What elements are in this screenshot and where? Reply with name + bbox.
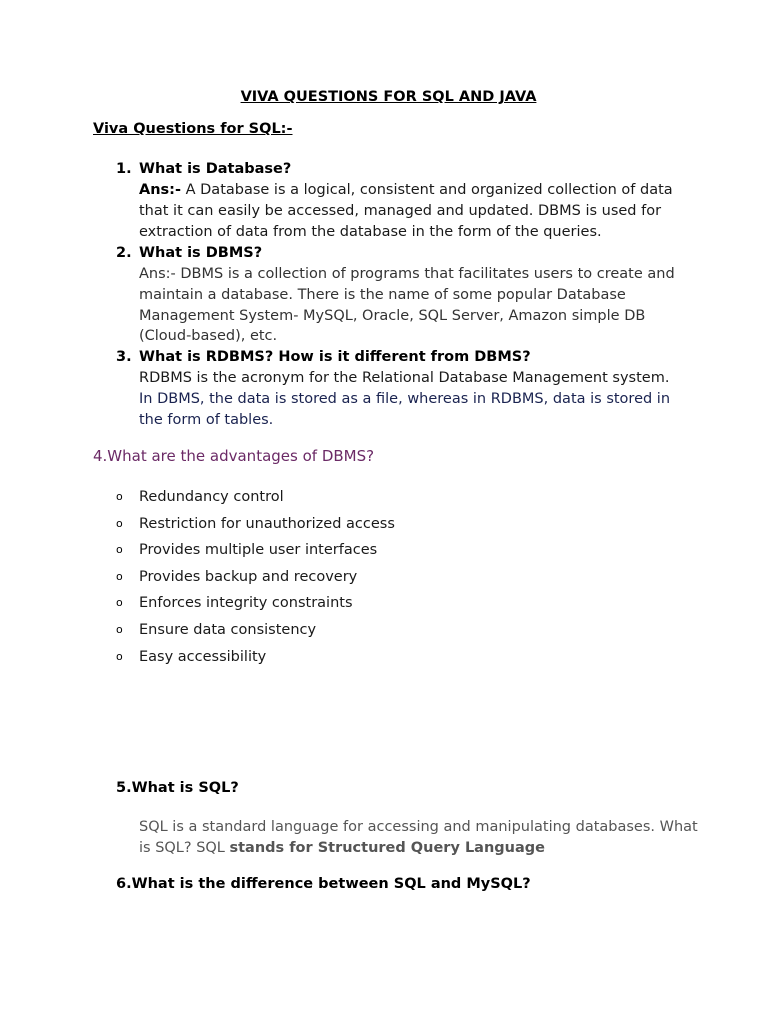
question-6-heading: 6.What is the difference between SQL and MySQL? xyxy=(116,876,531,892)
question-2-text: What is DBMS? xyxy=(139,245,263,261)
question-3-answer-part1: RDBMS is the acronym for the Relational Database Management system. xyxy=(139,370,670,386)
question-1 xyxy=(116,159,686,242)
question-3 xyxy=(116,347,686,430)
bullet-icon: o xyxy=(116,490,123,503)
question-5-answer-bold: stands for Structured Query Language xyxy=(229,840,545,856)
list-item-text: Restriction for unauthorized access xyxy=(139,515,395,532)
question-2-number: 2. xyxy=(116,245,132,261)
answer-label: Ans:- xyxy=(139,182,181,198)
question-3-number: 3. xyxy=(116,349,132,365)
question-3-answer-part2: In DBMS, the data is stored as a file, whereas in RDBMS, data is stored in the form of tables. xyxy=(139,390,671,428)
question-3-answer xyxy=(116,368,686,430)
question-4-heading: 4.What are the advantages of DBMS? xyxy=(93,447,375,465)
list-item-text: Enforces integrity constraints xyxy=(139,595,353,612)
list-item-text: Redundancy control xyxy=(139,489,284,505)
bullet-icon: o xyxy=(116,596,123,610)
question-3-title xyxy=(116,347,686,368)
bullet-icon: o xyxy=(116,569,123,583)
question-1-title xyxy=(116,159,686,180)
question-2-title xyxy=(116,243,686,264)
bullet-icon: o xyxy=(116,543,123,557)
question-2 xyxy=(116,243,686,347)
bullet-icon: o xyxy=(116,516,123,530)
question-3-text: What is RDBMS? How is it different from DBMS? xyxy=(139,349,531,365)
list-item-text: Provides backup and recovery xyxy=(139,568,358,585)
document-title: VIVA QUESTIONS FOR SQL AND JAVA xyxy=(240,89,537,105)
list-item-text: Easy accessibility xyxy=(139,648,267,665)
list-item-text: Provides multiple user interfaces xyxy=(139,542,378,559)
question-1-text: What is Database? xyxy=(139,161,292,177)
bullet-icon: o xyxy=(116,622,123,636)
question-5-heading: 5.What is SQL? xyxy=(116,780,239,796)
question-1-answer-text: A Database is a logical, consistent and organized collection of data that it can easily be accessed, managed and updated. DBMS is used for extraction of data from the database in the form of the queries. xyxy=(139,182,673,240)
question-2-answer: Ans:- DBMS is a collection of programs that facilitates users to create and maintain a database. There is the name of some popular Database Management System- MySQL, Oracle, SQL Server, Amazon simple DB (Cloud-based), etc. xyxy=(139,266,675,345)
list-item-text: Ensure data consistency xyxy=(139,621,317,638)
question-5-answer-plain: SQL is a standard language for accessing and manipulating databases. What is SQL? SQL xyxy=(139,819,698,856)
question-5-answer xyxy=(139,817,699,859)
bullet-icon: o xyxy=(116,649,123,663)
question-1-answer xyxy=(116,180,686,242)
question-1-number: 1. xyxy=(116,161,132,177)
section-heading-sql: Viva Questions for SQL:- xyxy=(93,121,293,137)
